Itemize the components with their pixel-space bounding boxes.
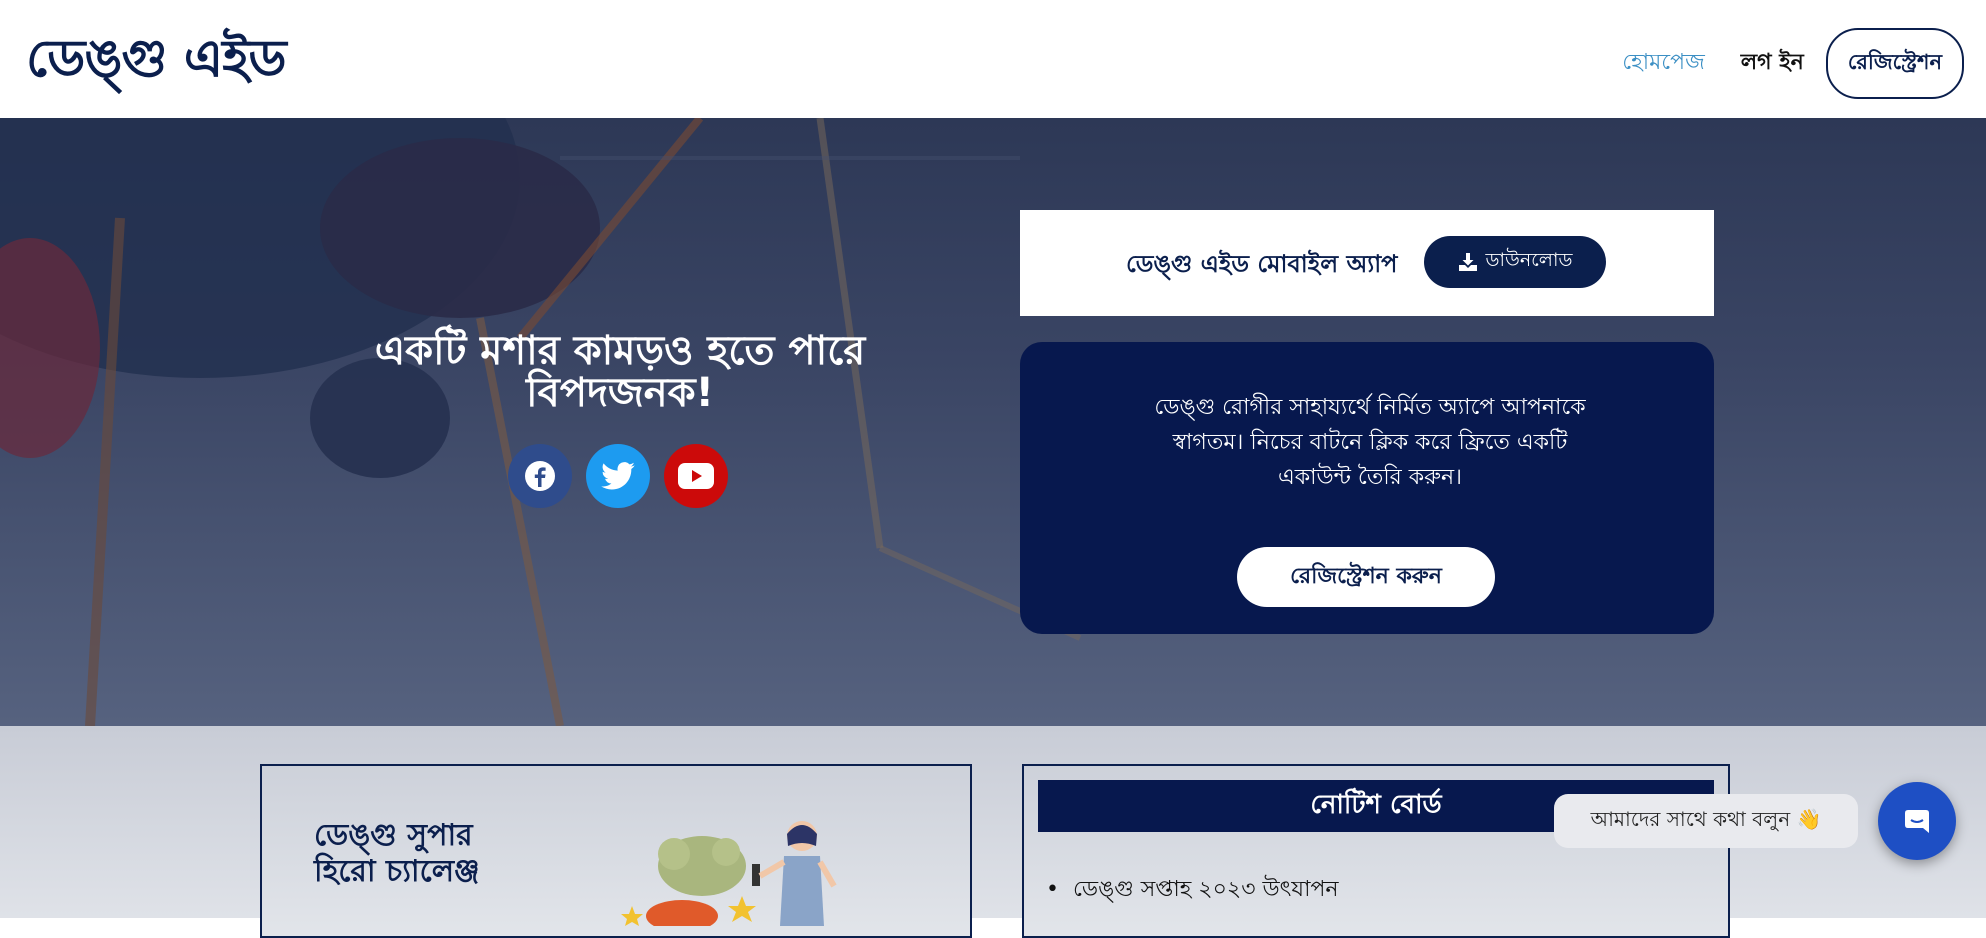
notice-item[interactable]: • ডেঙ্গু সপ্তাহ ২০২৩ উৎযাপন bbox=[1046, 872, 1339, 909]
social-links bbox=[508, 444, 742, 508]
site-header bbox=[0, 0, 1986, 118]
nav-home-link[interactable]: হোমপেজ bbox=[1622, 50, 1705, 75]
hero-title: একটি মশার কামড়ও হতে পারে বিপদজনক! bbox=[374, 328, 866, 416]
challenge-title-line2: হিরো চ্যালেঞ্জ bbox=[314, 854, 480, 889]
youtube-icon bbox=[678, 463, 714, 489]
hero-section bbox=[0, 118, 1986, 726]
download-icon bbox=[1458, 252, 1478, 272]
challenge-title bbox=[314, 818, 480, 890]
download-label: ডাউনলোড bbox=[1485, 249, 1573, 271]
site-logo[interactable]: ডেঙ্গু এইড bbox=[26, 29, 286, 89]
welcome-text: ডেঙ্গু রোগীর সাহায্যর্থে নির্মিত অ্যাপে আপনাকে স্বাগতম। নিচের বাটনে ক্লিক করে ফ্রিতে একটি একাউন্ট তৈরি করুন। bbox=[1154, 395, 1586, 490]
register-now-button[interactable]: রেজিস্ট্রেশন করুন bbox=[1237, 547, 1495, 607]
welcome-card bbox=[1020, 342, 1714, 634]
chat-button[interactable] bbox=[1878, 782, 1956, 860]
twitter-icon bbox=[601, 462, 635, 490]
nav-register-button[interactable]: রেজিস্ট্রেশন bbox=[1826, 28, 1964, 99]
download-button[interactable] bbox=[1424, 236, 1606, 288]
main-nav bbox=[1622, 28, 1964, 99]
challenge-illustration bbox=[602, 816, 902, 926]
notice-list bbox=[1046, 872, 1339, 909]
mobile-app-card bbox=[1020, 210, 1714, 316]
notice-board-title: নোটিশ বোর্ড bbox=[1038, 780, 1714, 832]
nav-login-link[interactable]: লগ ইন bbox=[1740, 50, 1804, 75]
youtube-link[interactable] bbox=[664, 444, 728, 508]
challenge-title-line1: ডেঙ্গু সুপার bbox=[314, 818, 473, 853]
chat-prompt-bubble[interactable]: আমাদের সাথে কথা বলুন 👋 bbox=[1554, 794, 1858, 848]
facebook-link[interactable] bbox=[508, 444, 572, 508]
hero-challenge-card[interactable] bbox=[260, 764, 972, 938]
chat-icon bbox=[1902, 806, 1932, 836]
facebook-icon bbox=[524, 460, 556, 492]
notice-board-card bbox=[1022, 764, 1730, 938]
mobile-app-label: ডেঙ্গু এইড মোবাইল অ্যাপ bbox=[1126, 250, 1398, 278]
twitter-link[interactable] bbox=[586, 444, 650, 508]
